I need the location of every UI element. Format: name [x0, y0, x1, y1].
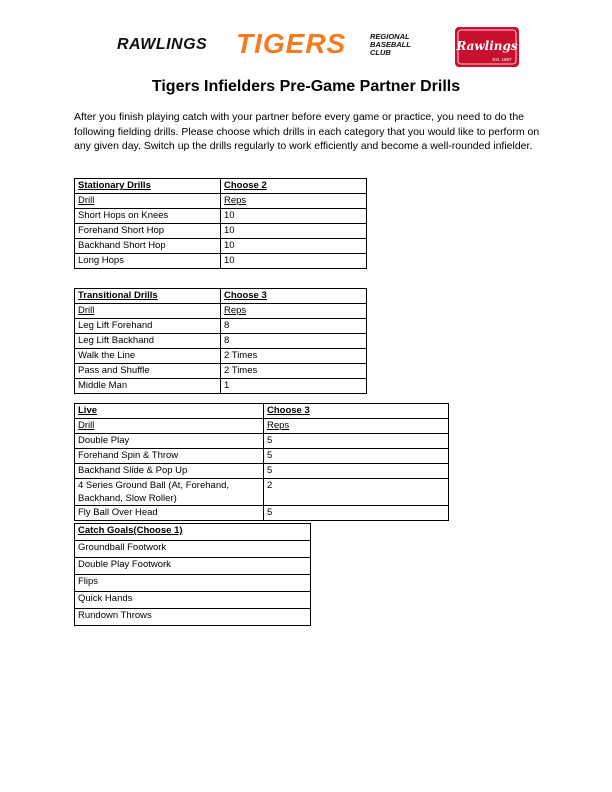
club-line: REGIONAL — [370, 32, 410, 41]
table-header-row — [75, 404, 449, 419]
table-header-row — [75, 289, 367, 304]
table-row — [75, 224, 367, 239]
goal-cell: Groundball Footwork — [75, 541, 311, 558]
header — [0, 26, 612, 70]
stationary-drills-table — [74, 178, 367, 269]
reps-cell: 8 — [221, 334, 367, 349]
table-row — [75, 364, 367, 379]
col-drill: Drill — [75, 419, 264, 434]
reps-cell: 5 — [264, 464, 449, 479]
table-row — [75, 319, 367, 334]
badge-text: Rawlings — [456, 39, 518, 53]
live-drills-table — [74, 403, 449, 521]
club-line: BASEBALL — [370, 40, 411, 49]
drill-cell: Short Hops on Knees — [75, 209, 221, 224]
reps-cell: 10 — [221, 209, 367, 224]
table-row — [75, 575, 311, 592]
drill-cell: Forehand Short Hop — [75, 224, 221, 239]
table-row — [75, 558, 311, 575]
table-choose: Choose 3 — [221, 289, 367, 304]
reps-cell: 8 — [221, 319, 367, 334]
col-drill: Drill — [75, 304, 221, 319]
col-reps: Reps — [221, 304, 367, 319]
drill-cell: Long Hops — [75, 254, 221, 269]
table-row — [75, 349, 367, 364]
table-heading: Catch Goals(Choose 1) — [75, 524, 311, 541]
col-reps: Reps — [264, 419, 449, 434]
col-drill: Drill — [75, 194, 221, 209]
goal-cell: Flips — [75, 575, 311, 592]
goal-cell: Double Play Footwork — [75, 558, 311, 575]
drill-cell: Leg Lift Backhand — [75, 334, 221, 349]
reps-cell: 2 Times — [221, 364, 367, 379]
table-row — [75, 449, 449, 464]
badge-est: Est. 1887 — [492, 57, 512, 62]
drill-cell: Double Play — [75, 434, 264, 449]
table-subheader-row — [75, 194, 367, 209]
page-title: Tigers Infielders Pre-Game Partner Drills — [151, 78, 461, 95]
rawlings-wordmark: RAWLINGS — [117, 36, 208, 53]
table-header-row — [75, 179, 367, 194]
table-row — [75, 379, 367, 394]
table-row — [75, 209, 367, 224]
drill-cell: Middle Man — [75, 379, 221, 394]
goal-cell: Rundown Throws — [75, 609, 311, 626]
club-line: CLUB — [370, 48, 391, 57]
reps-cell: 5 — [264, 434, 449, 449]
reps-cell: 10 — [221, 224, 367, 239]
table-row — [75, 541, 311, 558]
drill-cell: Fly Ball Over Head — [75, 506, 264, 521]
catch-goals-table — [74, 523, 311, 626]
table-row — [75, 479, 449, 506]
drill-cell: Backhand Short Hop — [75, 239, 221, 254]
drill-cell: 4 Series Ground Ball (At, Forehand, Backhand, Slow Roller) — [75, 479, 264, 506]
intro-paragraph: After you finish playing catch with your partner before every game or practice, you need to do the following fielding drills. Please choose which drills in each category that you would like to perform on any given day. Switch up the drills regularly to work efficiently and become a well-rounded infielder. — [74, 111, 540, 152]
table-subheader-row — [75, 419, 449, 434]
club-wordmark — [370, 33, 411, 57]
table-heading: Stationary Drills — [75, 179, 221, 194]
reps-cell: 5 — [264, 506, 449, 521]
table-subheader-row — [75, 304, 367, 319]
drill-cell: Pass and Shuffle — [75, 364, 221, 379]
reps-cell: 10 — [221, 239, 367, 254]
table-choose: Choose 2 — [221, 179, 367, 194]
table-heading: Transitional Drills — [75, 289, 221, 304]
goal-cell: Quick Hands — [75, 592, 311, 609]
col-reps: Reps — [221, 194, 367, 209]
table-row — [75, 609, 311, 626]
drill-cell: Walk the Line — [75, 349, 221, 364]
drill-cell: Leg Lift Forehand — [75, 319, 221, 334]
table-row — [75, 434, 449, 449]
table-row — [75, 592, 311, 609]
table-header-row — [75, 524, 311, 541]
reps-cell: 10 — [221, 254, 367, 269]
reps-cell: 2 — [264, 479, 449, 506]
table-row — [75, 506, 449, 521]
rawlings-logo-badge — [454, 26, 520, 68]
reps-cell: 5 — [264, 449, 449, 464]
reps-cell: 1 — [221, 379, 367, 394]
table-row — [75, 239, 367, 254]
table-row — [75, 334, 367, 349]
table-choose: Choose 3 — [264, 404, 449, 419]
table-heading: Live — [75, 404, 264, 419]
tigers-wordmark: TIGERS — [236, 28, 347, 59]
table-row — [75, 464, 449, 479]
table-row — [75, 254, 367, 269]
drill-cell: Forehand Spin & Throw — [75, 449, 264, 464]
reps-cell: 2 Times — [221, 349, 367, 364]
transitional-drills-table — [74, 288, 367, 394]
drill-cell: Backhand Slide & Pop Up — [75, 464, 264, 479]
